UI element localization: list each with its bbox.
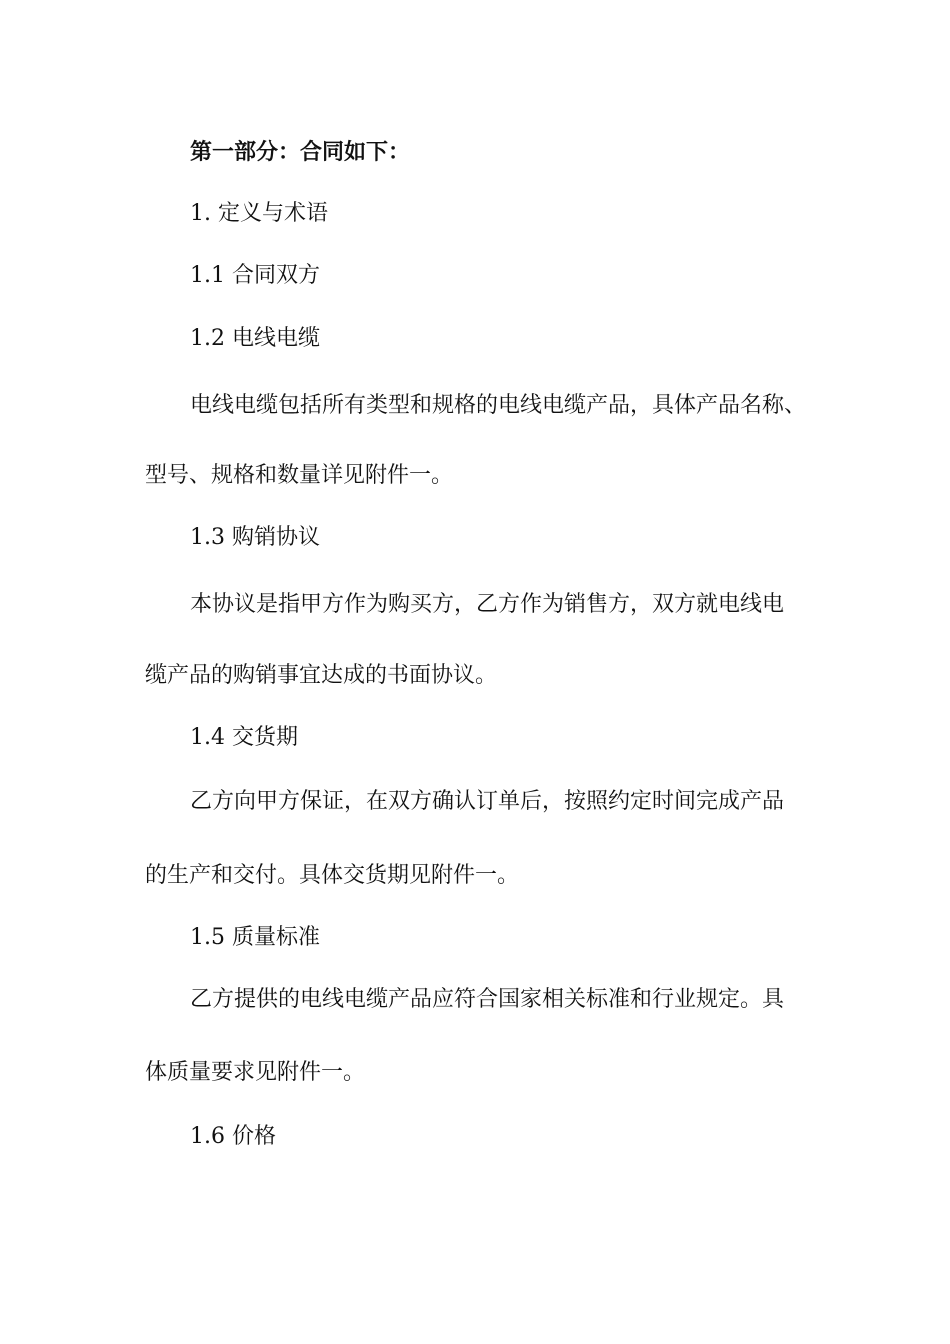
paragraph-1-5-line-2: 体质量要求见附件一。	[145, 1060, 366, 1085]
paragraph-1-3-line-2: 缆产品的购销事宜达成的书面协议。	[145, 663, 498, 688]
heading-1-5: 1.5 质量标准	[190, 925, 320, 950]
paragraph-1-4-line-2: 的生产和交付。具体交货期见附件一。	[145, 863, 520, 888]
section-title: 第一部分：合同如下：	[190, 140, 411, 165]
heading-1: 1. 定义与术语	[190, 201, 328, 226]
paragraph-1-5-line-1: 乙方提供的电线电缆产品应符合国家相关标准和行业规定。具	[190, 987, 785, 1012]
paragraph-1-4-line-1: 乙方向甲方保证，在双方确认订单后，按照约定时间完成产品	[190, 789, 785, 814]
paragraph-1-2-line-1: 电线电缆包括所有类型和规格的电线电缆产品，具体产品名称、	[190, 393, 807, 418]
paragraph-1-3-line-1: 本协议是指甲方作为购买方，乙方作为销售方，双方就电线电	[190, 592, 785, 617]
heading-1-1: 1.1 合同双方	[190, 263, 320, 288]
heading-1-4: 1.4 交货期	[190, 725, 298, 750]
heading-1-3: 1.3 购销协议	[190, 525, 320, 550]
heading-1-6: 1.6 价格	[190, 1124, 276, 1149]
heading-1-2: 1.2 电线电缆	[190, 326, 320, 351]
paragraph-1-2-line-2: 型号、规格和数量详见附件一。	[145, 463, 454, 488]
